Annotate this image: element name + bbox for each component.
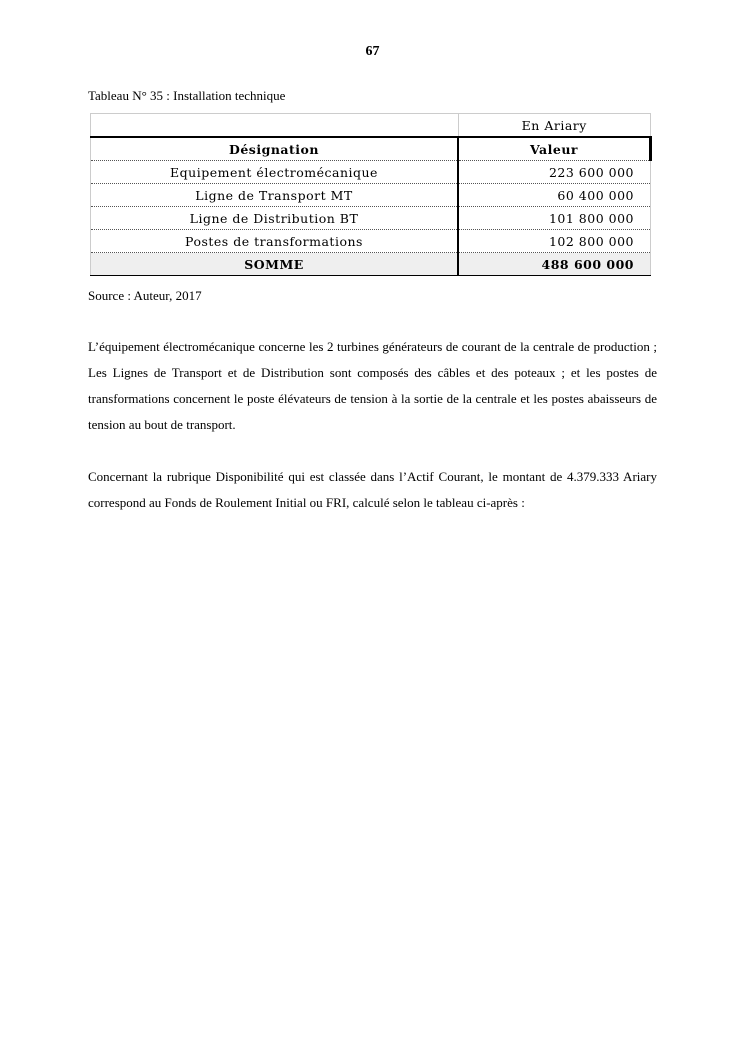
designation-cell: Ligne de Transport MT bbox=[91, 184, 459, 207]
designation-cell: Ligne de Distribution BT bbox=[91, 207, 459, 230]
table-row bbox=[91, 161, 651, 184]
table-row bbox=[91, 184, 651, 207]
header-row bbox=[91, 137, 651, 161]
installation-table bbox=[90, 113, 652, 276]
header-designation: Désignation bbox=[91, 137, 459, 161]
value-cell: 101 800 000 bbox=[458, 207, 651, 230]
total-label: SOMME bbox=[91, 253, 459, 276]
table-caption: Tableau N° 35 : Installation technique bbox=[88, 88, 286, 103]
header-valeur: Valeur bbox=[458, 137, 651, 161]
page-number: 67 bbox=[365, 44, 380, 59]
paragraph: Concernant la rubrique Disponibilité qui est classée dans l’Actif Courant, le montant de 4.379.333 Ariary correspond au Fonds de Roulement Initial ou FRI, calculé selon le tableau ci-après : bbox=[88, 469, 657, 510]
unit-row bbox=[91, 114, 651, 138]
value-cell: 60 400 000 bbox=[458, 184, 651, 207]
value-cell: 102 800 000 bbox=[458, 230, 651, 253]
table-source: Source : Auteur, 2017 bbox=[88, 288, 202, 303]
paragraph: L’équipement électromécanique concerne les 2 turbines générateurs de courant de la centrale de production ; Les Lignes de Transport et de Distribution sont composés des câbles et des poteaux ; et les postes de transformations concernent le poste élévateurs de tension à la sortie de la centrale et les postes abaisseurs de tension au bout de transport. bbox=[88, 339, 657, 432]
total-row bbox=[91, 253, 651, 276]
designation-cell: Postes de transformations bbox=[91, 230, 459, 253]
designation-cell: Equipement électromécanique bbox=[91, 161, 459, 184]
total-value: 488 600 000 bbox=[458, 253, 651, 276]
unit-label: En Ariary bbox=[458, 114, 651, 138]
value-cell: 223 600 000 bbox=[458, 161, 651, 184]
table-row bbox=[91, 207, 651, 230]
table-row bbox=[91, 230, 651, 253]
